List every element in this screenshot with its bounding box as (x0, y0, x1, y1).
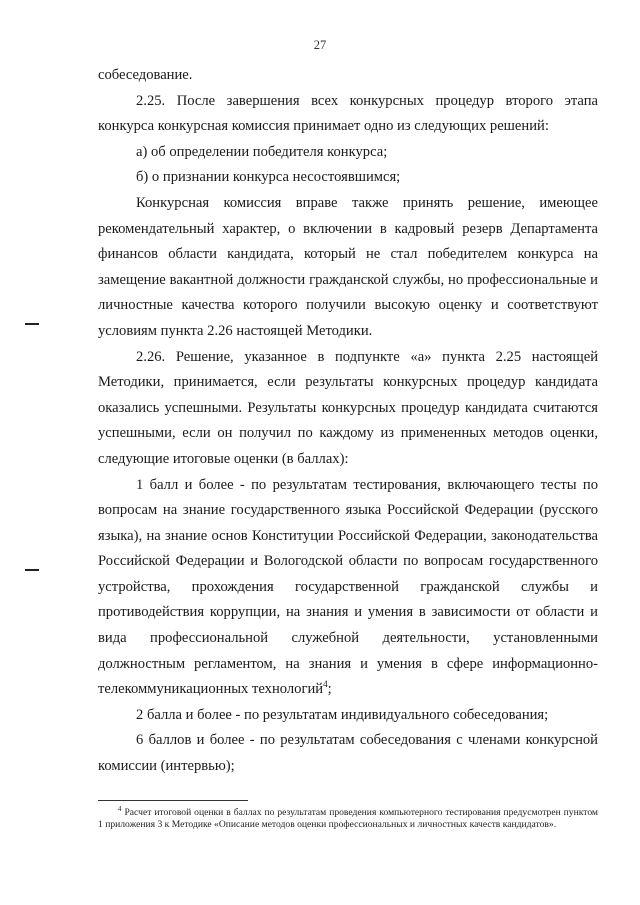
paragraph-testing-end: ; (327, 681, 332, 698)
paragraph-2-25: 2.25. После завершения всех конкурсных процедур второго этапа конкурса конкурсная комиссия принимает одно из следующих решений: (98, 92, 598, 135)
footnote-text: Расчет итоговой оценки в баллах по результатам проведения компьютерного тестирования предусмотрен пунктом 1 приложения 3 к Методике «Описание методов оценки профессиональных и личностных качеств кандидатов». (98, 807, 599, 830)
footnote-reference: 4 (323, 679, 328, 690)
paragraph-continuation: собеседование. (98, 67, 193, 83)
document-body (98, 63, 598, 780)
footnote-mark: 4 (118, 804, 122, 813)
margin-mark (25, 569, 39, 571)
paragraph-commission-score: 6 баллов и более - по результатам собеседования с членами конкурсной комиссии (интервью); (98, 732, 598, 775)
page-number: 27 (313, 38, 327, 52)
paragraph-testing-score (98, 473, 598, 703)
paragraph-option-a: а) об определении победителя конкурса; (136, 143, 388, 160)
paragraph-testing-text: 1 балл и более - по результатам тестирования, включающего тесты по вопросам на знание государственного языка Российской Федерации (русского языка), на знание основ Конституции Российской Федерации, законодательства Российской Федерации и Вологодской области по вопросам государственного устройства, прохождения государственной гражданской службы и противодействия коррупции, на знания и умения в зависимости от области и вида профессиональной служебной деятельности, установленными должностным регламентом, на знания и умения в сфере информационно-телекоммуникационных технологий (98, 476, 598, 698)
paragraph-option-b: б) о признании конкурса несостоявшимся; (136, 169, 401, 186)
footnote-separator (98, 800, 248, 801)
paragraph-2-26: 2.26. Решение, указанное в подпункте «а» пункта 2.25 настоящей Методики, принимается, если результаты конкурсных процедур кандидата оказались успешными. Результаты конкурсных процедур кандидата считаются успешными, если он получил по каждому из примененных методов оценки, следующие итоговые оценки (в баллах): (98, 348, 598, 467)
paragraph-reserve: Конкурсная комиссия вправе также принять решение, имеющее рекомендательный характер, о включении в кадровый резерв Департамента финансов области кандидата, который не стал победителем конкурса на замещение вакантной должности гражданской службы, но профессиональные и личностные качества которого получили высокую оценку и соответствуют условиям пункта 2.26 настоящей Методики. (98, 194, 598, 339)
footnote (98, 804, 599, 831)
paragraph-interview-score: 2 балла и более - по результатам индивидуального собеседования; (136, 706, 549, 723)
margin-mark (25, 323, 39, 325)
